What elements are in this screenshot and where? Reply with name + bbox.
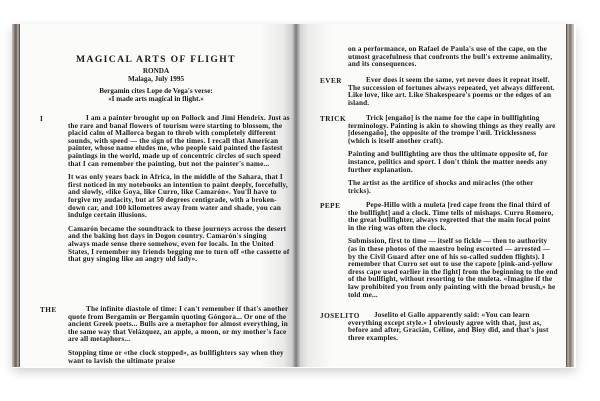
epigraph-intro: Bergamin cites Lope de Vega's verse: <box>99 87 213 95</box>
section-label-i: I <box>40 115 44 123</box>
paragraph: Joselito el Gallo apparently said: «You can learn everything except style.» I obviously agree with that, just as, before and after, Gracián, Céline, and Bioy did, and that's just three examples. <box>348 311 549 342</box>
section-joselito-body <box>348 312 558 348</box>
section-label-joselito: JOSELITO <box>320 312 360 320</box>
paragraph: Camarón became the soundtrack to these journeys across the desert and the baking hot days in Dogon country. Camarón's singing always made sense there somehow, even for locals. In the United States, I remember my friends begging me to turn off «the cassette of that guy singing like an angry old lady». <box>68 224 290 264</box>
left-page <box>20 24 292 367</box>
book-edge-left <box>12 24 20 367</box>
continuation-text <box>348 46 558 75</box>
section-trick-body <box>348 115 558 201</box>
paragraph: It was only years back in Africa, in the middle of the Sahara, that I first noticed in my notebooks an intention to paint deeply, forcefully, and slowly, «like Goya, like Curro, like Camarón». You'll have to forgive my audacity, but at 50 degrees centigrade, with a broken-down car, and 100 kilometres away from water and shade, you can indulge certain illusions. <box>68 173 288 220</box>
paragraph: Painting and bullfighting are thus the ultimate opposite of, for instance, politics and sport. I don't think the matter needs any further explanation. <box>348 150 548 174</box>
book-edge-right <box>566 24 574 367</box>
right-page <box>300 24 566 367</box>
paragraph: Trick [engaño] is the name for the cape in bullfighting terminology. Painting is akin to showing things as they really are [desengaño], the opposite of the trompe l'œil. Tricklessness (which is itself another craft). <box>348 114 556 145</box>
paragraph: Ever does it seem the same, yet never does it repeat itself. The succession of fortunes always repeated, yet always different. Like love, like art. Like Shakespeare's poems or the edges of an island. <box>348 76 555 107</box>
section-pepe-body <box>348 202 558 305</box>
paragraph: Submission, first to time — itself so fickle — then to authority (as in these photos of the maestro being escorted — arrested — by the Civil Guard after one of his so-called sudden flights). I remember that Curro set out to use the capote [pink-and-yellow dress cape used earlier in the fight] from the beginning to the end of the bullfight, without resorting to the muleta. «Imagine if the law prohibited you from only painting with the broad brush,» he told me... <box>348 237 558 299</box>
paragraph: The infinite diastole of time: I can't remember if that's another quote from Bergamin or Bergamin quoting Góngora... Or one of the ancient Greek poets... Bulls are a metaphor for almost everything, in the same way that Velázquez, an apple, a moon, or my mother's face are all metaphors... <box>68 305 289 344</box>
paragraph: on a performance, on Rafael de Paula's use of the cape, on the utmost gracefulness that confronts the bull's extreme animality, and its consequences. <box>348 45 553 69</box>
section-label-ever: EVER <box>320 77 342 85</box>
paragraph: The artist as the artifice of shocks and miracles (the other tricks). <box>348 179 534 195</box>
book-gutter <box>292 24 300 367</box>
epigraph-quote: «I made arts magical in flight.» <box>108 94 204 103</box>
place-heading: RONDA <box>142 67 170 75</box>
section-label-the: THE <box>40 306 57 314</box>
paragraph: Pepe-Hillo with a muleta [red cape from the final third of the bullfight] and a clock. Time tells of mishaps. Curro Romero, the great bullfighter, always regretted that the main focal point in the ring was often the clock. <box>348 201 554 232</box>
paragraph: I am a painter brought up on Pollock and Jimi Hendrix. Just as the rare and banal flowers of tourism were starting to blossom, the placid calm of Mallorca began to throb with completely different sounds, with speed — the sign of the times. I recall that American painter, whose name eludes me, who people said painted the fastest paintings in the world, made up of concentric circles of such speed that I can remember the painting, but not the painter's name... <box>68 114 290 168</box>
section-the-body <box>68 306 290 367</box>
section-ever-body <box>348 77 558 113</box>
chapter-title: MAGICAL ARTS OF FLIGHT <box>76 54 236 65</box>
section-i-body <box>68 115 290 270</box>
paragraph: Stopping time or «the clock stopped», as bullfighters say when they want to lavish the ultimate praise <box>68 348 284 365</box>
section-label-pepe: PEPE <box>320 202 341 210</box>
section-label-trick: TRICK <box>320 115 347 123</box>
date-heading: Malaga, July 1995 <box>127 74 185 83</box>
